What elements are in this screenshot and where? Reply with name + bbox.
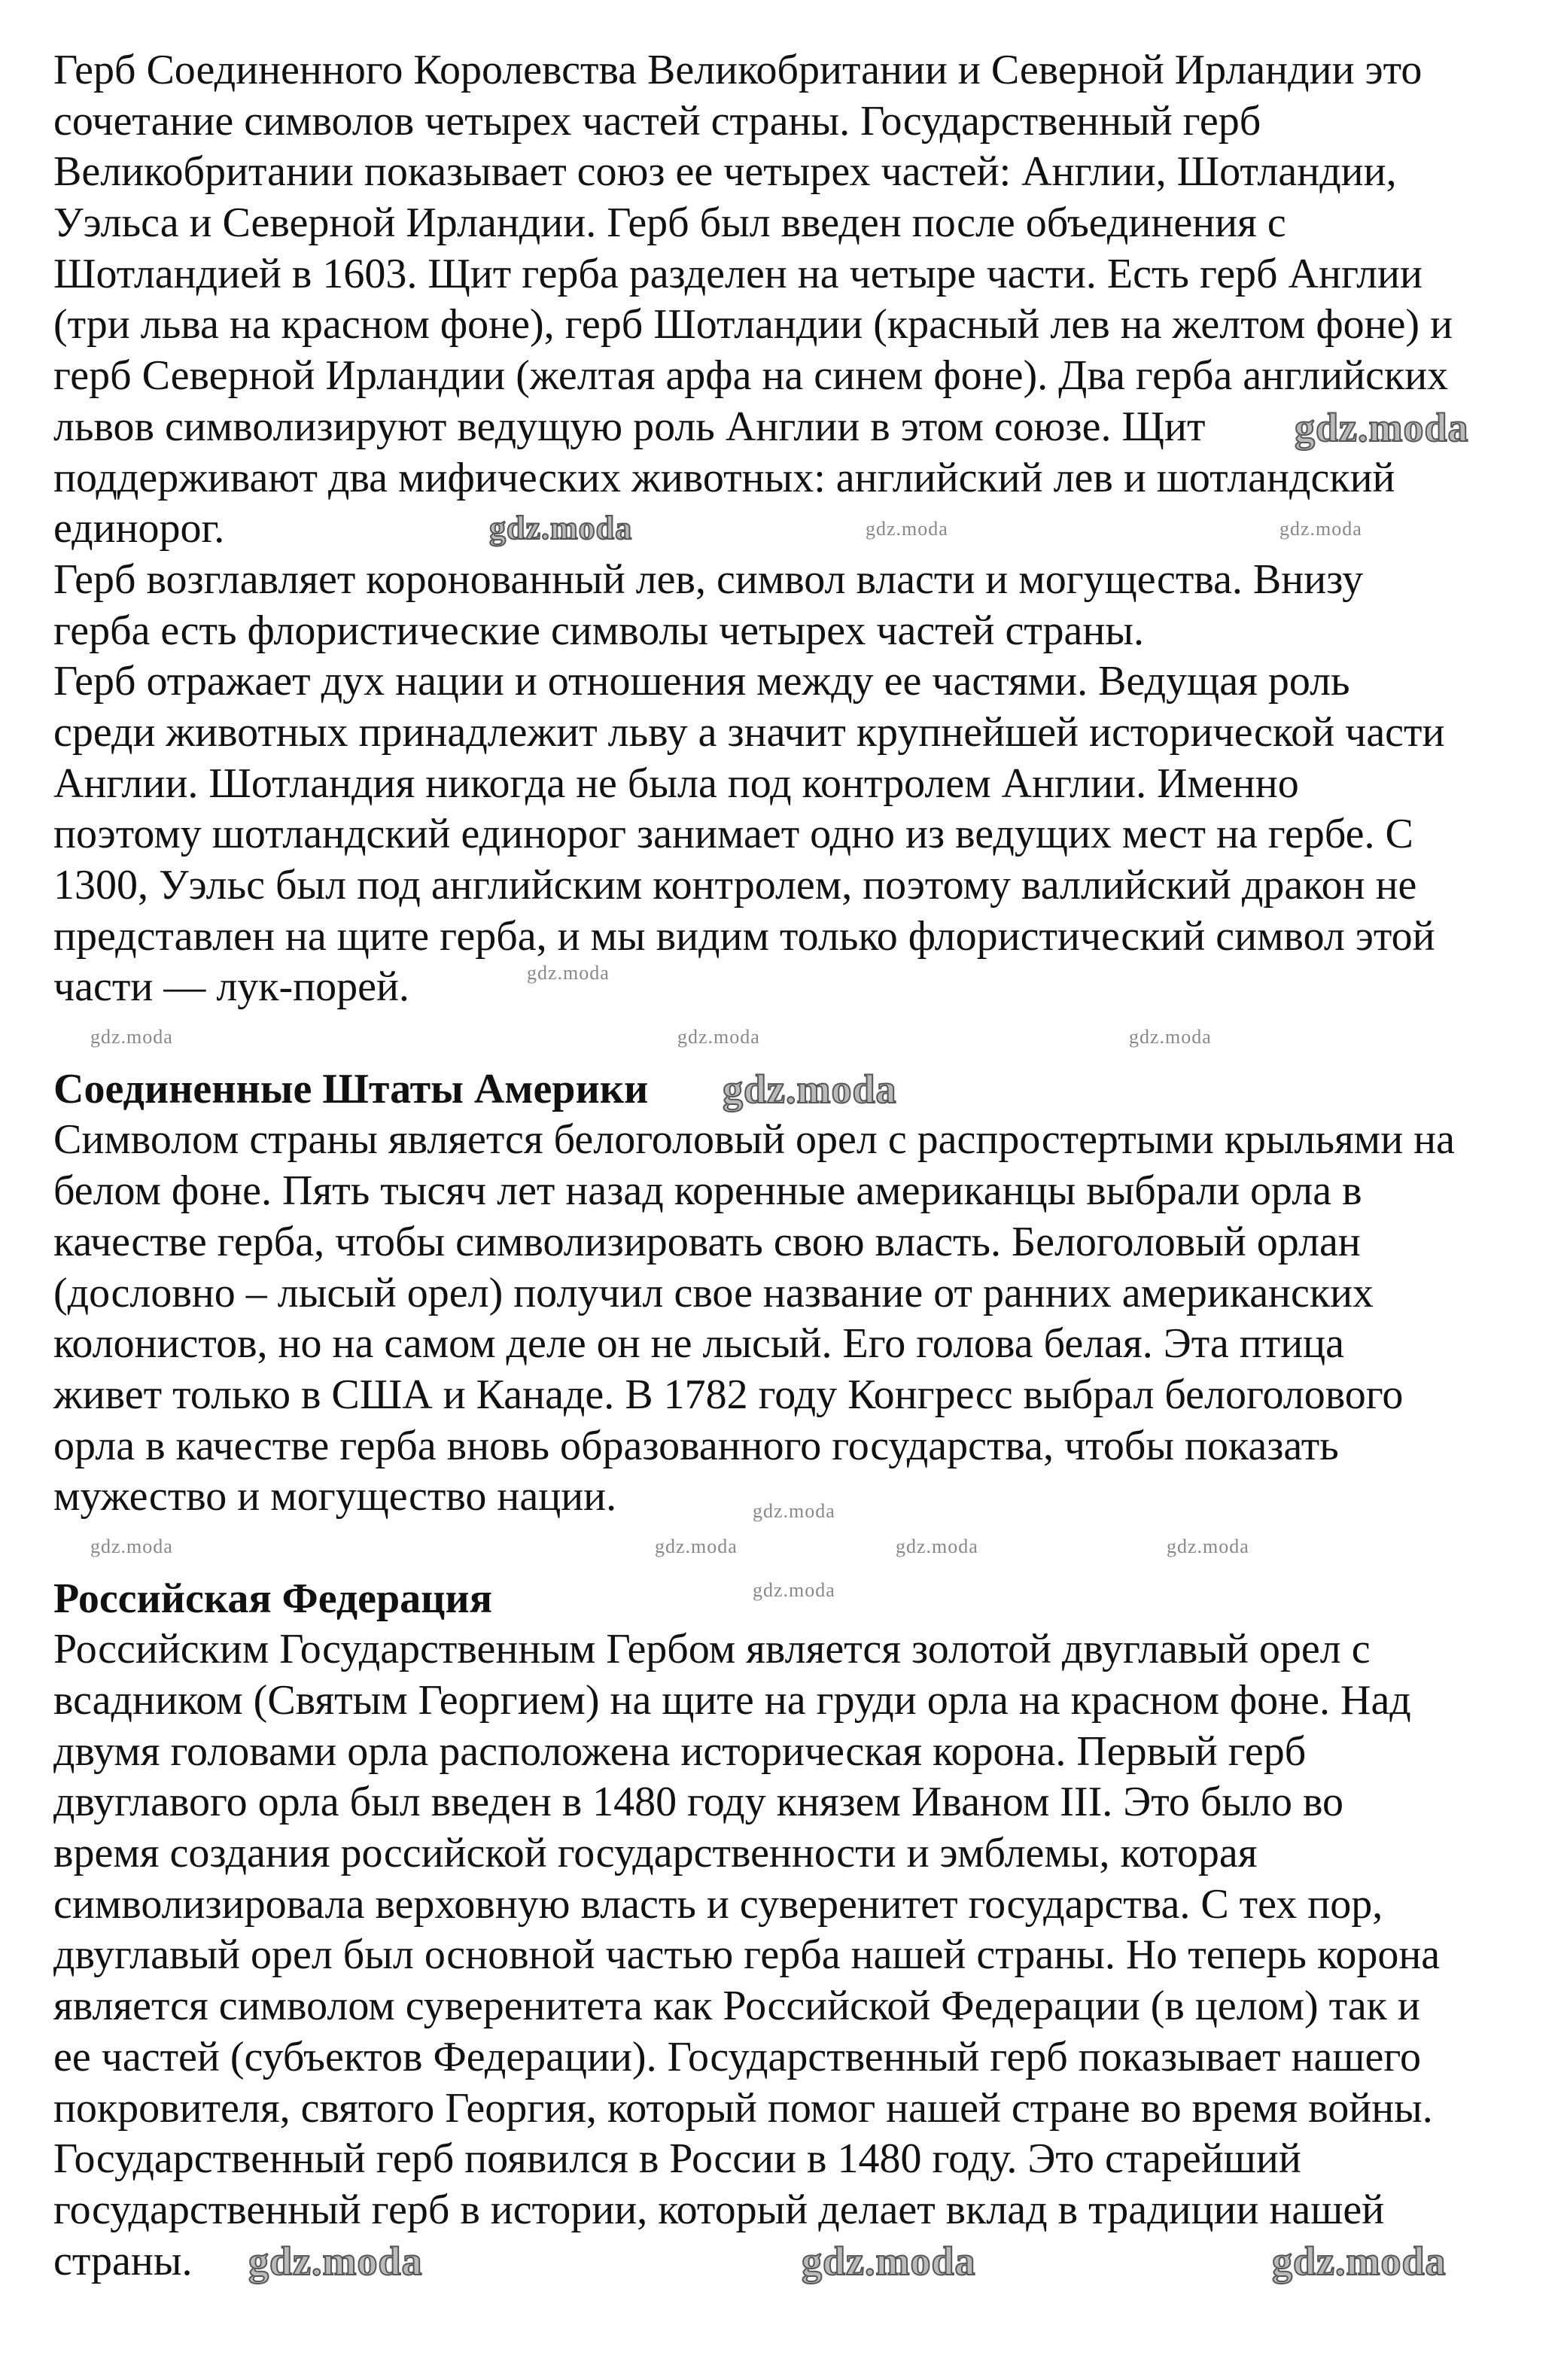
text-line: Российским Государственным Гербом является золотой двуглавый орел с — [53, 1626, 1371, 1673]
text-line: двуглавый орел был основной частью герба нашей страны. Но теперь корона — [53, 1931, 1441, 1979]
watermark: gdz.moda — [489, 510, 633, 546]
text-line: Англии. Шотландия никогда не была под контролем Англии. Именно — [53, 759, 1299, 807]
text-line: является символом суверенитета как Российской Федерации (в целом) так и — [53, 1983, 1420, 2030]
text-line: единорог. — [53, 505, 225, 552]
watermark: gdz.moda — [1279, 518, 1362, 540]
text-line: мужество и могущество нации. — [53, 1473, 617, 1520]
text-line: Шотландией в 1603. Щит герба разделен на четыре части. Есть герб Англии — [53, 250, 1422, 297]
text-line: двумя головами орла расположена историческая корона. Первый герб — [53, 1727, 1307, 1775]
watermark: gdz.moda — [723, 1067, 897, 1112]
text-line: живет только в США и Канаде. В 1782 году Конгресс выбрал белоголового — [53, 1371, 1404, 1418]
text-line: (три льва на красном фоне), герб Шотландии (красный лев на желтом фоне) и — [53, 301, 1453, 348]
section-heading: Соединенные Штаты Америки — [53, 1065, 649, 1112]
text-line: части — лук-порей. — [53, 963, 409, 1011]
text-line: герба есть флористические символы четырех частей страны. — [53, 607, 1144, 654]
watermark: gdz.moda — [1129, 1026, 1212, 1048]
text-line: двуглавого орла был введен в 1480 году князем Иваном III. Это было во — [53, 1779, 1344, 1826]
watermark: gdz.moda — [248, 2238, 423, 2284]
text-line: (дословно – лысый орел) получил свое название от ранних американских — [53, 1269, 1374, 1316]
text-line: поддерживают два мифических животных: английский лев и шотландский — [53, 454, 1395, 501]
text-line: Герб Соединенного Королевства Великобритании и Северной Ирландии это — [53, 47, 1422, 93]
text-line: орла в качестве герба вновь образованного государства, чтобы показать — [53, 1422, 1339, 1469]
blank-line — [53, 1013, 1537, 1064]
watermark: gdz.moda — [753, 1579, 835, 1601]
blank-line — [53, 1523, 1537, 1574]
watermark: gdz.moda — [802, 2238, 976, 2284]
watermark: gdz.moda — [90, 1026, 173, 1048]
watermark: gdz.moda — [90, 1535, 173, 1557]
watermark: gdz.moda — [677, 1026, 760, 1048]
text-line: покровителя, святого Георгия, который помог нашей стране во время войны. — [53, 2084, 1433, 2132]
text-line: страны. — [53, 2237, 193, 2284]
text-line: сочетание символов четырех частей страны. Государственный герб — [53, 97, 1261, 145]
text-line: поэтому шотландский единорог занимает одно из ведущих мест на гербе. С — [53, 811, 1413, 858]
text-line: Уэльса и Северной Ирландии. Герб был введен после объединения с — [53, 199, 1286, 247]
watermark: gdz.moda — [1167, 1535, 1249, 1557]
text-line: Символом страны является белоголовый орел с распростертыми крыльями на — [53, 1116, 1455, 1164]
text-line: герб Северной Ирландии (желтая арфа на синем фоне). Два герба английских — [53, 352, 1449, 400]
text-line: среди животных принадлежит льву а значит крупнейшей исторической части — [53, 708, 1445, 756]
text-line: государственный герб в истории, который делает вклад в традиции нашей — [53, 2186, 1385, 2233]
document-body — [53, 45, 1537, 2287]
watermark: gdz.moda — [527, 962, 610, 984]
text-line: всадником (Святым Георгием) на щите на груди орла на красном фоне. Над — [53, 1677, 1411, 1724]
text-line: Герб возглавляет коронованный лев, символ власти и могущества. Внизу — [53, 555, 1364, 603]
watermark: gdz.moda — [753, 1500, 835, 1522]
text-line: львов символизируют ведущую роль Англии в этом союзе. Щит — [53, 403, 1206, 450]
text-line: время создания российской государственности и эмблемы, которая — [53, 1830, 1258, 1877]
text-line: представлен на щите герба, и мы видим только флористический символ этой — [53, 912, 1435, 960]
section-heading: Российская Федерация — [53, 1575, 492, 1622]
text-line: Великобритании показывает союз ее четырех частей: Англии, Шотландии, — [53, 148, 1397, 196]
watermark: gdz.moda — [866, 518, 948, 540]
watermark: gdz.moda — [1295, 405, 1469, 450]
watermark: gdz.moda — [655, 1535, 738, 1557]
text-line: 1300, Уэльс был под английским контролем, поэтому валлийский дракон не — [53, 862, 1417, 908]
text-line: ее частей (субъектов Федерации). Государственный герб показывает нашего — [53, 2033, 1421, 2080]
text-line: Герб отражает дух нации и отношения между ее частями. Ведущая роль — [53, 658, 1350, 705]
text-line: белом фоне. Пять тысяч лет назад коренные американцы выбрали орла в — [53, 1167, 1362, 1215]
text-line: Государственный герб появился в России в 1480 году. Это старейший — [53, 2135, 1301, 2183]
watermark: gdz.moda — [1272, 2238, 1447, 2284]
text-line: качестве герба, чтобы символизировать свою власть. Белоголовый орлан — [53, 1218, 1361, 1265]
watermark: gdz.moda — [896, 1535, 978, 1557]
text-line: колонистов, но на самом деле он не лысый. Его голова белая. Эта птица — [53, 1320, 1344, 1368]
text-line: символизировала верховную власть и суверенитет государства. С тех пор, — [53, 1880, 1383, 1928]
